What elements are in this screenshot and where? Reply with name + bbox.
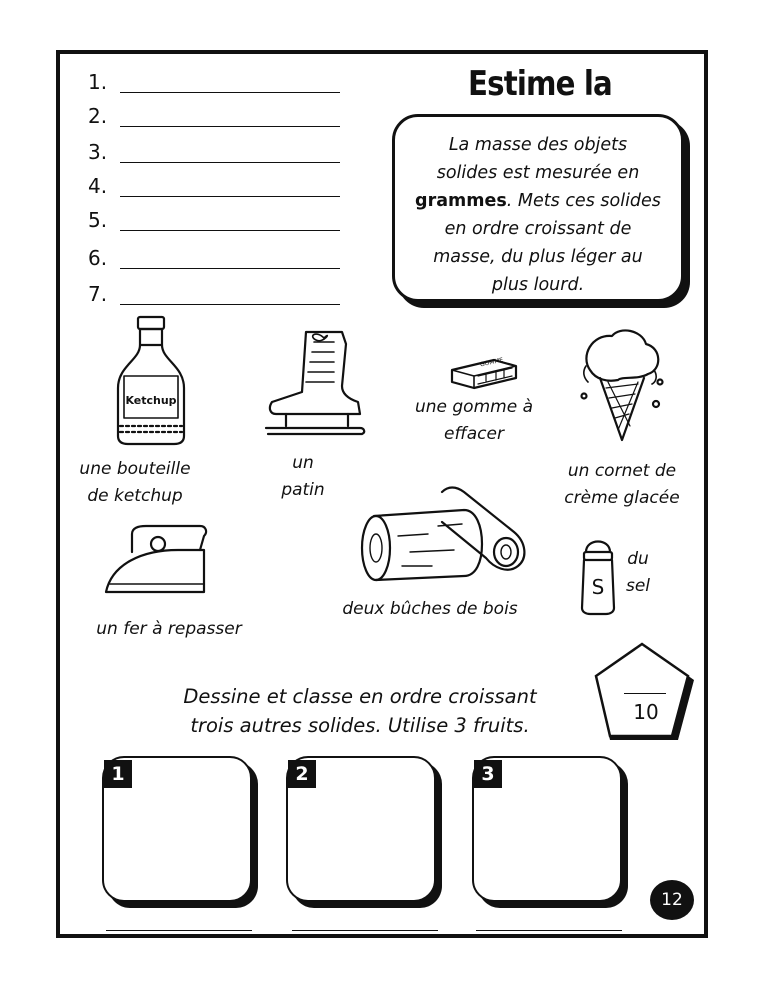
salt-label-line: sel xyxy=(625,576,651,596)
logs-icon xyxy=(358,486,530,582)
salt-shaker-text: S xyxy=(591,575,605,599)
ketchup-label-line: une bouteille xyxy=(79,459,191,479)
info-line: La masse des objets xyxy=(448,135,628,155)
eraser-label-line: effacer xyxy=(444,424,504,444)
salt-label-line: du xyxy=(627,549,649,569)
answer-number: 7. xyxy=(88,282,108,306)
drawing-box-underline[interactable] xyxy=(106,930,252,931)
answer-number: 4. xyxy=(88,174,108,198)
ketchup-label-line: de ketchup xyxy=(87,486,183,506)
answer-underline xyxy=(120,230,340,231)
drawing-box-underline[interactable] xyxy=(292,930,438,931)
answer-underline xyxy=(120,92,340,93)
drawing-box-number: 3 xyxy=(474,760,502,788)
eraser-icon xyxy=(448,348,520,392)
instruction-line: trois autres solides. Utilise 3 fruits. xyxy=(190,714,530,737)
info-line: plus lourd. xyxy=(491,275,585,295)
page-number: 12 xyxy=(650,880,694,920)
score-pentagon xyxy=(592,640,696,744)
score-blank[interactable] xyxy=(624,693,666,694)
info-line-rest: . Mets ces solides xyxy=(506,191,661,211)
salt-shaker-icon xyxy=(578,532,618,616)
score-total: 10 xyxy=(633,700,659,724)
answer-underline xyxy=(120,126,340,127)
ice-cream-label xyxy=(556,458,688,512)
info-box xyxy=(392,114,684,302)
answer-number: 6. xyxy=(88,246,108,270)
drawing-box-underline[interactable] xyxy=(476,930,622,931)
info-line: en ordre croissant de xyxy=(444,219,632,239)
answer-number: 2. xyxy=(88,104,108,128)
answer-number: 3. xyxy=(88,140,108,164)
info-bold-word: grammes xyxy=(415,191,507,211)
ketchup-label xyxy=(70,456,200,510)
ice-cream-label-line: crème glacée xyxy=(564,488,680,508)
answer-underline xyxy=(120,268,340,269)
answer-underline xyxy=(120,304,340,305)
salt-label xyxy=(616,546,660,600)
page-title: Estime la xyxy=(468,64,612,104)
info-line: masse, du plus léger au xyxy=(433,247,643,267)
ketchup-bottle-icon xyxy=(112,314,192,448)
instruction-line: Dessine et classe en ordre croissant xyxy=(183,685,537,708)
drawing-box-number: 2 xyxy=(288,760,316,788)
iron-label: un fer à repasser xyxy=(96,619,242,639)
ketchup-bottle-text: Ketchup xyxy=(125,394,177,407)
eraser-box-text: GOMME xyxy=(479,356,504,369)
answer-number: 5. xyxy=(88,208,108,232)
info-line xyxy=(411,187,665,215)
answer-underline xyxy=(120,162,340,163)
info-line: solides est mesurée en xyxy=(436,163,640,183)
answer-number: 1. xyxy=(88,70,108,94)
drawing-box-number: 1 xyxy=(104,760,132,788)
answer-underline xyxy=(120,196,340,197)
skate-label xyxy=(258,450,348,504)
instruction-text xyxy=(150,682,570,740)
skate-icon xyxy=(262,328,368,440)
eraser-label-line: une gomme à xyxy=(414,397,533,417)
logs-label: deux bûches de bois xyxy=(342,599,518,619)
eraser-label xyxy=(406,394,542,448)
skate-label-line: un xyxy=(292,453,314,473)
skate-label-line: patin xyxy=(281,480,325,500)
ice-cream-label-line: un cornet de xyxy=(567,461,677,481)
iron-icon xyxy=(102,524,210,602)
ice-cream-cone-icon xyxy=(578,326,664,446)
